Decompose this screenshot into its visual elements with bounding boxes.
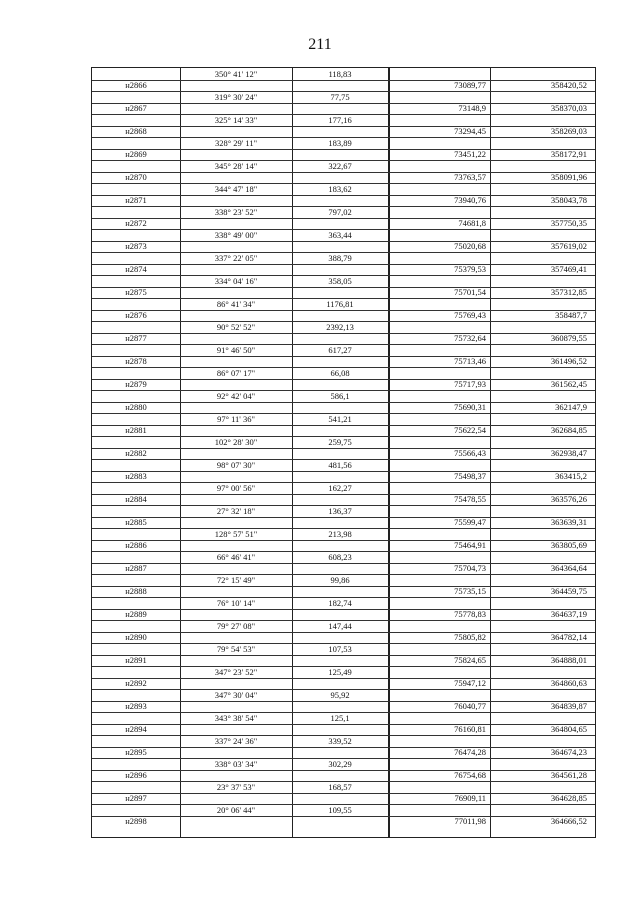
y-coordinate-cell: 357312,85 [550,287,587,297]
direction-angle-cell: 337° 22' 05" [214,252,258,263]
direction-angle-cell: 66° 46' 41" [216,551,256,562]
point-name-cell: н2877 [125,333,147,343]
x-coordinate-cell: 73089,77 [454,80,486,90]
direction-angle-cell: 97° 11' 36" [217,413,255,424]
direction-angle-cell: 91° 46' 50" [216,344,256,355]
segment-row [92,344,595,356]
point-name-cell: н2896 [125,770,147,780]
segment-row [92,551,595,563]
point-row [92,125,595,137]
x-coordinate-cell: 73451,22 [454,149,486,159]
point-name-cell: н2897 [125,793,147,803]
point-row [92,378,595,390]
point-row [92,263,595,275]
segment-row [92,298,595,310]
direction-angle-cell: 350° 41' 12" [214,68,258,79]
point-name-cell: н2885 [125,517,147,527]
direction-angle-cell: 98° 07' 30" [216,459,256,470]
y-coordinate-cell: 362938,47 [550,448,587,458]
point-name-cell: н2872 [125,218,147,228]
point-name-cell: н2875 [125,287,147,297]
length-cell: 388,79 [328,252,352,263]
point-name-cell: н2891 [125,655,147,665]
point-name-cell: н2889 [125,609,147,619]
x-coordinate-cell: 75805,82 [454,632,486,642]
y-coordinate-cell: 358043,78 [550,195,587,205]
x-coordinate-cell: 75824,65 [454,655,486,665]
x-coordinate-cell: 73763,57 [454,172,486,182]
length-cell: 125,1 [330,712,350,723]
y-coordinate-cell: 364782,14 [550,632,587,642]
segment-row [92,505,595,517]
point-row [92,516,595,528]
length-cell: 2392,13 [326,321,354,332]
length-cell: 183,89 [328,137,352,148]
segment-row [92,712,595,724]
point-name-cell: н2892 [125,678,147,688]
segment-row [92,413,595,425]
point-row [92,585,595,597]
x-coordinate-cell: 75622,54 [454,425,486,435]
length-cell: 66,08 [330,367,350,378]
y-coordinate-cell: 358370,03 [550,103,587,113]
length-cell: 125,49 [328,666,352,677]
y-coordinate-cell: 363639,31 [550,517,587,527]
x-coordinate-cell: 75704,73 [454,563,486,573]
direction-angle-cell: 343° 38' 54" [214,712,258,723]
segment-row [92,528,595,540]
y-coordinate-cell: 364666,52 [550,816,587,826]
x-coordinate-cell: 75379,53 [454,264,486,274]
segment-row [92,367,595,379]
point-name-cell: н2883 [125,471,147,481]
y-coordinate-cell: 364839,87 [550,701,587,711]
segment-row [92,666,595,678]
direction-angle-cell: 325° 14' 33" [214,114,258,125]
length-cell: 322,67 [328,160,352,171]
segment-row [92,68,595,80]
y-coordinate-cell: 358420,52 [550,80,587,90]
point-name-cell: н2867 [125,103,147,113]
point-name-cell: н2871 [125,195,147,205]
length-cell: 797,02 [328,206,352,217]
segment-row [92,229,595,241]
y-coordinate-cell: 364860,63 [550,678,587,688]
length-cell: 608,23 [328,551,352,562]
length-cell: 77,75 [330,91,350,102]
length-cell: 162,27 [328,482,352,493]
x-coordinate-cell: 76474,28 [454,747,486,757]
y-coordinate-cell: 361562,45 [550,379,587,389]
x-coordinate-cell: 75690,31 [454,402,486,412]
length-cell: 586,1 [330,390,350,401]
point-row [92,194,595,206]
point-name-cell: н2881 [125,425,147,435]
point-row [92,424,595,436]
segment-row [92,91,595,103]
segment-row [92,804,595,816]
point-row [92,240,595,252]
point-name-cell: н2887 [125,563,147,573]
segment-row [92,160,595,172]
point-row [92,769,595,781]
direction-angle-cell: 86° 41' 34" [216,298,256,309]
x-coordinate-cell: 75717,93 [454,379,486,389]
point-name-cell: н2894 [125,724,147,734]
y-coordinate-cell: 364888,01 [550,655,587,665]
x-coordinate-cell: 76160,81 [454,724,486,734]
y-coordinate-cell: 357619,02 [550,241,587,251]
length-cell: 107,53 [328,643,352,654]
length-cell: 481,56 [328,459,352,470]
x-coordinate-cell: 77011,98 [454,816,486,826]
x-coordinate-cell: 74681,8 [458,218,486,228]
length-cell: 302,29 [328,758,352,769]
point-row [92,217,595,229]
segment-row [92,114,595,126]
y-coordinate-cell: 364459,75 [550,586,587,596]
x-coordinate-cell: 75701,54 [454,287,486,297]
segment-row [92,781,595,793]
point-name-cell: н2874 [125,264,147,274]
length-cell: 213,98 [328,528,352,539]
direction-angle-cell: 90° 52' 52" [216,321,256,332]
length-cell: 339,52 [328,735,352,746]
y-coordinate-cell: 358487,7 [555,310,587,320]
point-row [92,332,595,344]
direction-angle-cell: 23° 37' 53" [216,781,256,792]
length-cell: 259,75 [328,436,352,447]
point-row [92,470,595,482]
x-coordinate-cell: 75478,55 [454,494,486,504]
point-row [92,723,595,735]
x-coordinate-cell: 73148,9 [458,103,486,113]
point-name-cell: н2893 [125,701,147,711]
y-coordinate-cell: 358269,03 [550,126,587,136]
segment-row [92,574,595,586]
x-coordinate-cell: 75498,37 [454,471,486,481]
point-row [92,792,595,804]
direction-angle-cell: 86° 07' 17" [216,367,256,378]
length-cell: 168,57 [328,781,352,792]
direction-angle-cell: 338° 49' 00" [214,229,258,240]
point-row [92,539,595,551]
segment-row [92,206,595,218]
direction-angle-cell: 102° 28' 30" [214,436,258,447]
y-coordinate-cell: 364804,65 [550,724,587,734]
direction-angle-cell: 79° 27' 08" [216,620,256,631]
point-row [92,493,595,505]
segment-row [92,137,595,149]
point-name-cell: н2882 [125,448,147,458]
direction-angle-cell: 344° 47' 18" [214,183,258,194]
length-cell: 95,92 [330,689,350,700]
length-cell: 617,27 [328,344,352,355]
direction-angle-cell: 338° 23' 52" [214,206,258,217]
direction-angle-cell: 27° 32' 18" [216,505,256,516]
point-name-cell: н2884 [125,494,147,504]
x-coordinate-cell: 75464,91 [454,540,486,550]
length-cell: 147,44 [328,620,352,631]
direction-angle-cell: 97° 00' 56" [216,482,256,493]
length-cell: 1176,81 [326,298,354,309]
point-row [92,148,595,160]
y-coordinate-cell: 363576,26 [550,494,587,504]
segment-row [92,643,595,655]
direction-angle-cell: 347° 23' 52" [214,666,258,677]
y-coordinate-cell: 357469,41 [550,264,587,274]
length-cell: 541,21 [328,413,352,424]
point-row [92,401,595,413]
y-coordinate-cell: 361496,52 [550,356,587,366]
direction-angle-cell: 338° 03' 34" [214,758,258,769]
length-cell: 136,37 [328,505,352,516]
point-row [92,447,595,459]
length-cell: 363,44 [328,229,352,240]
segment-row [92,597,595,609]
direction-angle-cell: 337° 24' 36" [214,735,258,746]
direction-angle-cell: 76° 10' 14" [216,597,256,608]
segment-row [92,183,595,195]
direction-angle-cell: 79° 54' 53" [216,643,256,654]
y-coordinate-cell: 363805,69 [550,540,587,550]
segment-row [92,390,595,402]
direction-angle-cell: 334° 04' 16" [214,275,258,286]
y-coordinate-cell: 364561,28 [550,770,587,780]
x-coordinate-cell: 75732,64 [454,333,486,343]
segment-row [92,275,595,287]
segment-row [92,482,595,494]
point-row [92,79,595,91]
segment-row [92,321,595,333]
point-name-cell: н2869 [125,149,147,159]
segment-row [92,459,595,471]
direction-angle-cell: 347° 30' 04" [214,689,258,700]
direction-angle-cell: 319° 30' 24" [214,91,258,102]
x-coordinate-cell: 75778,83 [454,609,486,619]
length-cell: 358,05 [328,275,352,286]
y-coordinate-cell: 360879,55 [550,333,587,343]
point-name-cell: н2876 [125,310,147,320]
x-coordinate-cell: 75020,68 [454,241,486,251]
x-coordinate-cell: 73294,45 [454,126,486,136]
point-name-cell: н2870 [125,172,147,182]
y-coordinate-cell: 358172,91 [550,149,587,159]
x-coordinate-cell: 75713,46 [454,356,486,366]
segment-row [92,689,595,701]
segment-row [92,620,595,632]
point-row [92,654,595,666]
point-name-cell: н2895 [125,747,147,757]
y-coordinate-cell: 364364,64 [550,563,587,573]
y-coordinate-cell: 363415,2 [555,471,587,481]
point-name-cell: н2878 [125,356,147,366]
point-row [92,309,595,321]
length-cell: 118,83 [328,68,352,79]
point-name-cell: н2866 [125,80,147,90]
point-row [92,171,595,183]
point-row [92,562,595,574]
y-coordinate-cell: 364628,85 [550,793,587,803]
length-cell: 183,62 [328,183,352,194]
x-coordinate-cell: 75947,12 [454,678,486,688]
point-name-cell: н2888 [125,586,147,596]
x-coordinate-cell: 76040,77 [454,701,486,711]
coordinates-table [91,67,596,838]
segment-row [92,436,595,448]
point-name-cell: н2868 [125,126,147,136]
x-coordinate-cell: 76909,11 [454,793,486,803]
direction-angle-cell: 345° 28' 14" [214,160,258,171]
point-row [92,700,595,712]
y-coordinate-cell: 362684,85 [550,425,587,435]
point-row [92,815,595,827]
direction-angle-cell: 328° 29' 11" [214,137,258,148]
x-coordinate-cell: 75769,43 [454,310,486,320]
length-cell: 99,86 [330,574,350,585]
point-row [92,102,595,114]
length-cell: 182,74 [328,597,352,608]
point-row [92,608,595,620]
x-coordinate-cell: 73940,76 [454,195,486,205]
point-name-cell: н2873 [125,241,147,251]
point-name-cell: н2898 [125,816,147,826]
x-coordinate-cell: 75735,15 [454,586,486,596]
point-row [92,631,595,643]
x-coordinate-cell: 75566,43 [454,448,486,458]
direction-angle-cell: 128° 57' 51" [214,528,258,539]
x-coordinate-cell: 75599,47 [454,517,486,527]
segment-row [92,758,595,770]
point-name-cell: н2886 [125,540,147,550]
y-coordinate-cell: 362147,9 [555,402,587,412]
direction-angle-cell: 92° 42' 04" [216,390,256,401]
direction-angle-cell: 72° 15' 49" [216,574,256,585]
y-coordinate-cell: 364674,23 [550,747,587,757]
point-row [92,677,595,689]
segment-row [92,735,595,747]
point-name-cell: н2890 [125,632,147,642]
point-row [92,746,595,758]
page-number: 211 [308,36,332,53]
point-name-cell: н2879 [125,379,147,389]
x-coordinate-cell: 76754,68 [454,770,486,780]
length-cell: 109,55 [328,804,352,815]
direction-angle-cell: 20° 06' 44" [216,804,256,815]
y-coordinate-cell: 358091,96 [550,172,587,182]
y-coordinate-cell: 357750,35 [550,218,587,228]
y-coordinate-cell: 364637,19 [550,609,587,619]
point-row [92,286,595,298]
length-cell: 177,16 [328,114,352,125]
point-row [92,355,595,367]
point-name-cell: н2880 [125,402,147,412]
segment-row [92,252,595,264]
